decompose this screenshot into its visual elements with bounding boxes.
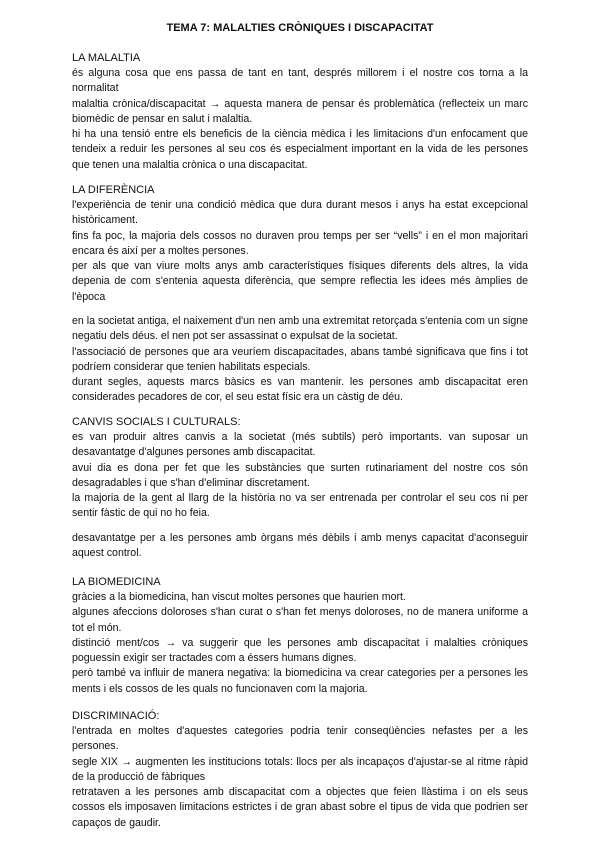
section-desavantatge: [72, 531, 528, 562]
paragraph: és alguna cosa que ens passa de tant en tant, després millorem i el nostre cos torna a la normalitat: [72, 67, 528, 95]
section-heading: LA DIFERÈNCIA: [72, 184, 155, 196]
paragraph: segle XIX → augmenten les institucions totals: llocs per als incapaços d'ajustar-se al ritme ràpid de la producció de fàbriques: [72, 755, 528, 783]
paragraph: desavantatge per a les persones amb òrgans més dèbils i amb menys capacitat d'aconseguir aquest control.: [72, 532, 528, 560]
page-title: TEMA 7: MALALTIES CRÒNIQUES I DISCAPACITAT: [166, 22, 434, 34]
paragraph: algunes afeccions doloroses s'han curat o s'han fet menys doloroses, no de manera uniforme a tot el món.: [72, 606, 528, 634]
section-canvis-socials: [72, 414, 528, 522]
paragraph: hi ha una tensió entre els beneficis de la ciència mèdica i les limitacions d'un enfocament que tendeix a reduir les persones al seu cos és especialment important en la vida de les persones que tenen una malaltia crònica o una discapacitat.: [72, 128, 528, 171]
section-la-biomedicina: [72, 574, 528, 697]
paragraph: per als que van viure molts anys amb característiques físiques diferents dels altres, la vida depenia de com s'entenia aquesta diferència, que sempre reflectia les idees més àmplies de l'època: [72, 260, 528, 303]
paragraph: es van produir altres canvis a la societat (més subtils) però importants. van suposar un desavantatge d'algunes persones amb discapacitat.: [72, 431, 528, 459]
section-heading: DISCRIMINACIÓ:: [72, 710, 160, 722]
paragraph: malaltia crònica/discapacitat → aquesta manera de pensar és problemàtica (reflecteix un marc biomèdic de pensar en salut i malaltia.: [72, 97, 528, 125]
section-heading: LA MALALTIA: [72, 52, 141, 64]
paragraph: la majoria de la gent al llarg de la història no va ser entrenada per controlar el seu cos ni per sentir fàstic de qui no ho feia.: [72, 492, 528, 520]
paragraph: durant segles, aquests marcs bàsics es van mantenir. les persones amb discapacitat eren considerades pecadores de cor, el seu estat físic era un càstig de déu.: [72, 376, 528, 404]
paragraph: avui dia es dona per fet que les substàncies que surten rutinariament del nostre cos són desagradables i que s'han d'eliminar discretament.: [72, 461, 528, 489]
paragraph: distinció ment/cos → va suggerir que les persones amb discapacitat i malalties cròniques poguessin exigir ser tractades com a éssers humans dignes.: [72, 636, 528, 665]
paragraph: retrataven a les persones amb discapacitat com a objectes que feien llàstima i on els seus cossos els imposaven limitacions estrictes i de gran abast sobre el tipus de vida que podrien ser capaços de gaudir.: [72, 786, 528, 829]
section-la-diferencia-continued: [72, 314, 528, 406]
section-discriminacio: [72, 708, 528, 831]
paragraph: en la societat antiga, el naixement d'un nen amb una extremitat retorçada s'entenia com un signe negatiu dels déus. el nen pot ser assassinat o expulsat de la societat.: [72, 315, 528, 343]
paragraph: fins fa poc, la majoria dels cossos no duraven prou temps per ser “vells” i en el mon majoritari encara és així per a moltes persones.: [72, 229, 528, 257]
paragraph: l'experiència de tenir una condició mèdica que dura durant mesos i anys ha estat excepcional històricament.: [72, 199, 528, 227]
section-la-diferencia: [72, 182, 528, 305]
paragraph: l'associació de persones que ara veuríem discapacitades, abans també significava que fins i tot podríem considerar que tenien habilitats especials.: [72, 345, 528, 373]
paragraph: gràcies a la biomedicina, han viscut moltes persones que haurien mort.: [72, 591, 406, 603]
section-la-malaltia: [72, 50, 528, 173]
section-heading: LA BIOMEDICINA: [72, 576, 161, 588]
section-heading: CANVIS SOCIALS I CULTURALS:: [72, 416, 241, 428]
paragraph: però també va influir de manera negativa: la biomedicina va crear categories per a persones les ments i els cossos de les quals no funcionaven com la majoria.: [72, 667, 528, 695]
paragraph: l'entrada en moltes d'aquestes categories podria tenir conseqüències nefastes per a les persones.: [72, 725, 528, 753]
